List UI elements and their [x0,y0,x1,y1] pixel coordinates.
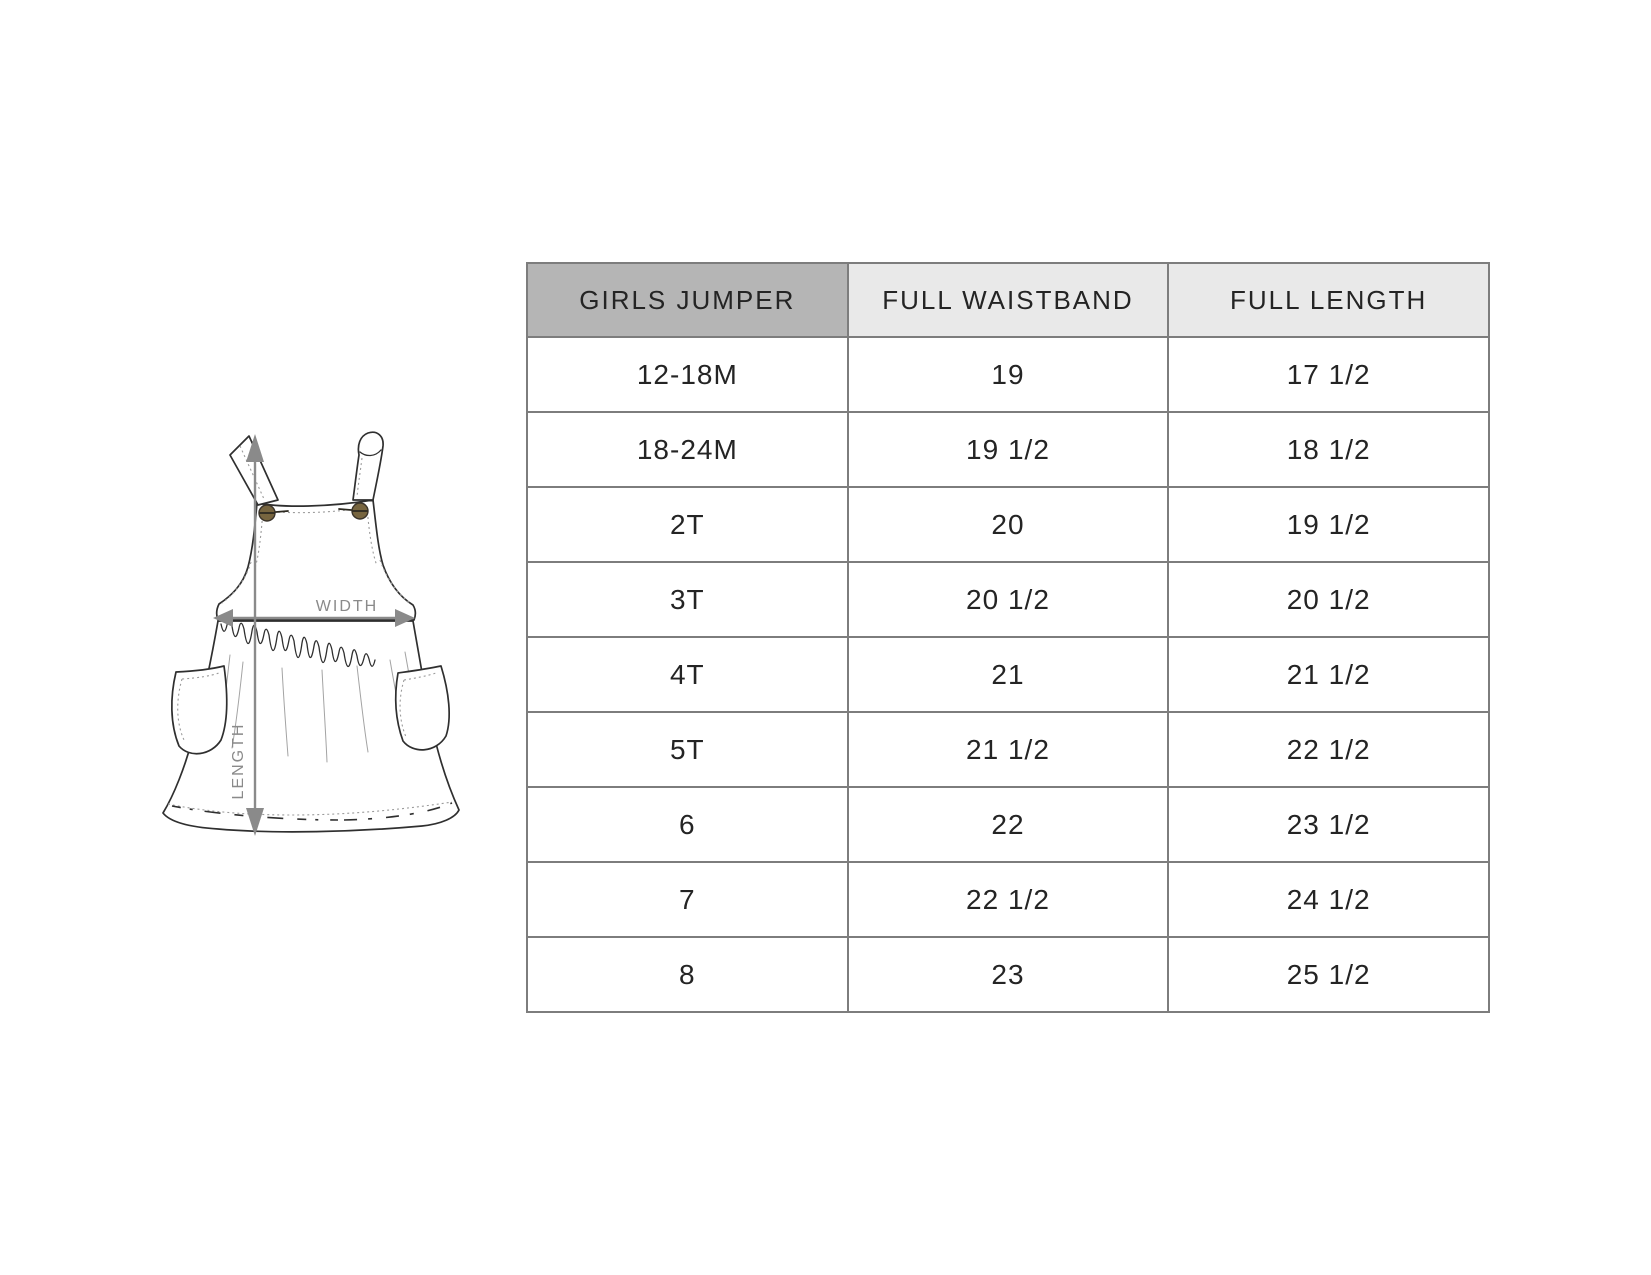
right-strap [353,432,383,500]
table-row [527,412,1489,487]
full-length-cell: 21 1/2 [1168,637,1489,712]
size-cell: 7 [527,862,848,937]
full-length-cell: 23 1/2 [1168,787,1489,862]
size-cell: 4T [527,637,848,712]
table-row [527,937,1489,1012]
table-row [527,337,1489,412]
full-waistband-cell: 20 1/2 [848,562,1169,637]
full-length-cell: 20 1/2 [1168,562,1489,637]
size-cell: 2T [527,487,848,562]
size-cell: 12-18M [527,337,848,412]
full-length-cell: 25 1/2 [1168,937,1489,1012]
full-waistband-cell: 23 [848,937,1169,1012]
full-waistband-cell: 21 [848,637,1169,712]
full-waistband-cell: 21 1/2 [848,712,1169,787]
full-length-cell: 19 1/2 [1168,487,1489,562]
full-length-cell: 22 1/2 [1168,712,1489,787]
full-length-cell: 18 1/2 [1168,412,1489,487]
left-pocket [172,666,227,754]
table-row [527,562,1489,637]
column-header-girls-jumper: GIRLS JUMPER [527,263,848,337]
size-chart [526,262,1490,1013]
column-header-full-length: FULL LENGTH [1168,263,1489,337]
table-row [527,712,1489,787]
size-table-body [527,337,1489,1012]
jumper-dress-illustration [140,405,485,845]
header-row [527,263,1489,337]
size-chart-table [526,262,1490,1013]
size-cell: 3T [527,562,848,637]
full-waistband-cell: 19 1/2 [848,412,1169,487]
full-waistband-cell: 22 1/2 [848,862,1169,937]
table-row [527,862,1489,937]
full-waistband-cell: 19 [848,337,1169,412]
full-waistband-cell: 22 [848,787,1169,862]
full-waistband-cell: 20 [848,487,1169,562]
width-label: WIDTH [315,598,379,615]
length-label: LENGTH [230,722,247,800]
right-pocket [396,666,449,750]
full-length-cell: 17 1/2 [1168,337,1489,412]
column-header-full-waistband: FULL WAISTBAND [848,263,1169,337]
full-length-cell: 24 1/2 [1168,862,1489,937]
size-cell: 8 [527,937,848,1012]
table-row [527,487,1489,562]
size-cell: 5T [527,712,848,787]
size-cell: 18-24M [527,412,848,487]
table-row [527,787,1489,862]
size-cell: 6 [527,787,848,862]
table-row [527,637,1489,712]
